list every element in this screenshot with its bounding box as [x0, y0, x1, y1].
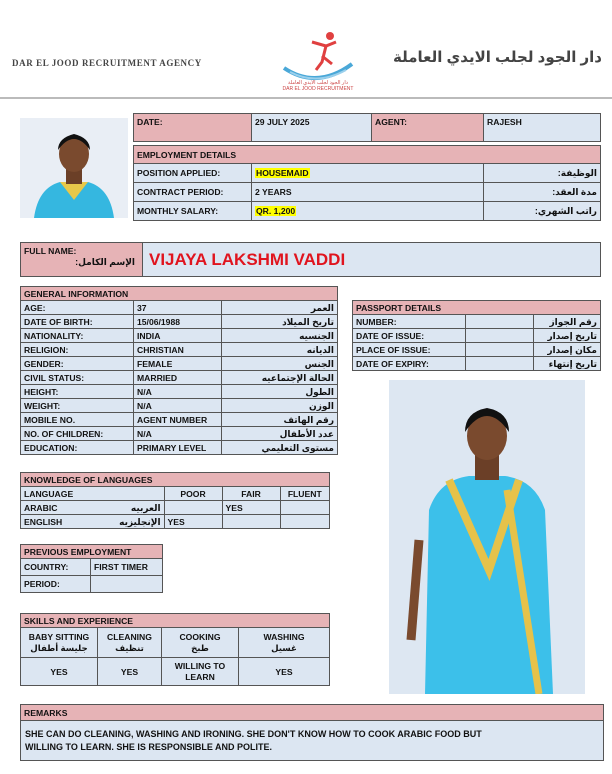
passport-number-label-ar: رقم الجواز: [534, 315, 601, 329]
general-info-title: GENERAL INFORMATION: [21, 287, 338, 301]
civil-status-label: CIVIL STATUS:: [21, 371, 134, 385]
date-agent-table: [133, 113, 601, 142]
previous-employment-table: [20, 544, 163, 593]
employment-title: EMPLOYMENT DETAILS: [134, 146, 601, 164]
children-value: N/A: [134, 427, 222, 441]
expiry-value: [466, 357, 534, 371]
dob-label: DATE OF BIRTH:: [21, 315, 134, 329]
civil-status-value: MARRIED: [134, 371, 222, 385]
agency-name-en: DAR EL JOOD RECRUITMENT AGENCY: [12, 58, 202, 68]
weight-label: WEIGHT:: [21, 399, 134, 413]
remarks-text: SHE CAN DO CLEANING, WASHING AND IRONING. SHE DON'T KNOW HOW TO COOK ARABIC FOOD BUT WILLING TO LEARN. SHE IS RESPONSIBLE AND POLITE.: [21, 721, 604, 761]
religion-label: RELIGION:: [21, 343, 134, 357]
contract-label: CONTRACT PERIOD:: [134, 183, 252, 202]
issue-date-value: [466, 329, 534, 343]
education-label: EDUCATION:: [21, 441, 134, 455]
general-info-table: [20, 286, 338, 455]
skill-washing-value: YES: [239, 658, 330, 686]
skills-title: SKILLS AND EXPERIENCE: [21, 614, 330, 628]
nationality-label: NATIONALITY:: [21, 329, 134, 343]
skill-baby-sitting-value: YES: [21, 658, 98, 686]
date-value: 29 JULY 2025: [252, 114, 372, 142]
salary-label: MONTHLY SALARY:: [134, 202, 252, 221]
skill-cleaning: CLEANING تنظيف: [98, 628, 162, 658]
skill-cooking: COOKING طبخ: [162, 628, 239, 658]
nationality-label-ar: الجنسيه: [222, 329, 338, 343]
height-value: N/A: [134, 385, 222, 399]
remarks-table: [20, 704, 604, 761]
expiry-label: DATE OF EXPIRY:: [353, 357, 466, 371]
lang-arabic-ar: العربيه: [86, 501, 165, 515]
position-label: POSITION APPLIED:: [134, 164, 252, 183]
issue-place-label-ar: مكان إصدار: [534, 343, 601, 357]
lang-english-fluent: [280, 515, 329, 529]
skills-table: [20, 613, 330, 686]
lang-arabic-fluent: [280, 501, 329, 515]
agent-value: RAJESH: [484, 114, 601, 142]
lang-header-fair: FAIR: [222, 487, 280, 501]
mobile-value: AGENT NUMBER: [134, 413, 222, 427]
dob-label-ar: تاريخ الميلاد: [222, 315, 338, 329]
age-label: AGE:: [21, 301, 134, 315]
header-divider: [0, 97, 612, 99]
country-value: FIRST TIMER: [91, 559, 163, 576]
previous-employment-title: PREVIOUS EMPLOYMENT: [21, 545, 163, 559]
skill-cooking-value: WILLING TO LEARN: [162, 658, 239, 686]
weight-label-ar: الوزن: [222, 399, 338, 413]
civil-status-label-ar: الحالة الإجتماعيه: [222, 371, 338, 385]
period-label: PERIOD:: [21, 576, 91, 593]
lang-arabic-poor: [164, 501, 222, 515]
lang-english-ar: الإنجليزيه: [86, 515, 165, 529]
passport-title: PASSPORT DETAILS: [353, 301, 601, 315]
religion-value: CHRISTIAN: [134, 343, 222, 357]
lang-english-poor: YES: [164, 515, 222, 529]
languages-title: KNOWLEDGE OF LANGUAGES: [21, 473, 330, 487]
logo-caption: دار الجود لجلب الايدي العاملة DAR EL JOOD RECRUITMENT: [282, 80, 354, 92]
lang-english-fair: [222, 515, 280, 529]
gender-label-ar: الجنس: [222, 357, 338, 371]
education-value: PRIMARY LEVEL: [134, 441, 222, 455]
lang-arabic: ARABIC: [21, 501, 86, 515]
lang-english: ENGLISH: [21, 515, 86, 529]
position-value: HOUSEMAID: [256, 168, 309, 178]
skill-baby-sitting: BABY SITTING جليسة أطفال: [21, 628, 98, 658]
skill-cleaning-value: YES: [98, 658, 162, 686]
expiry-label-ar: تاريخ إنتهاء: [534, 357, 601, 371]
employment-table: [133, 145, 601, 221]
mobile-label-ar: رقم الهاتف: [222, 413, 338, 427]
contract-label-ar: مدة العقد:: [484, 183, 601, 202]
passport-table: [352, 300, 601, 371]
lang-header-fluent: FLUENT: [280, 487, 329, 501]
full-name-value: VIJAYA LAKSHMI VADDI: [143, 243, 601, 277]
issue-place-label: PLACE OF ISSUE:: [353, 343, 466, 357]
age-label-ar: العمر: [222, 301, 338, 315]
mobile-label: MOBILE NO.: [21, 413, 134, 427]
salary-value: QR. 1,200: [256, 206, 296, 216]
issue-date-label: DATE OF ISSUE:: [353, 329, 466, 343]
dob-value: 15/06/1988: [134, 315, 222, 329]
date-label: DATE:: [134, 114, 252, 142]
lang-header-language: LANGUAGE: [21, 487, 165, 501]
children-label-ar: عدد الأطفال: [222, 427, 338, 441]
passport-number-value: [466, 315, 534, 329]
position-label-ar: الوظيفة:: [484, 164, 601, 183]
children-label: NO. OF CHILDREN:: [21, 427, 134, 441]
gender-label: GENDER:: [21, 357, 134, 371]
passport-number-label: NUMBER:: [353, 315, 466, 329]
height-label: HEIGHT:: [21, 385, 134, 399]
salary-label-ar: راتب الشهري:: [484, 202, 601, 221]
height-label-ar: الطول: [222, 385, 338, 399]
lang-header-poor: POOR: [164, 487, 222, 501]
contract-value: 2 YEARS: [252, 183, 484, 202]
full-name-label: FULL NAME: الإسم الكامل:: [21, 243, 143, 277]
period-value: [91, 576, 163, 593]
religion-label-ar: الديانه: [222, 343, 338, 357]
education-label-ar: مستوى التعليمي: [222, 441, 338, 455]
skill-washing: WASHING غسيل: [239, 628, 330, 658]
weight-value: N/A: [134, 399, 222, 413]
full-name-table: [20, 242, 601, 277]
candidate-photo-small: [20, 118, 128, 218]
languages-table: [20, 472, 330, 529]
candidate-photo-full: [389, 380, 585, 694]
lang-arabic-fair: YES: [222, 501, 280, 515]
agency-name-ar: دار الجود لجلب الايدي العاملة: [392, 49, 602, 66]
issue-date-label-ar: تاريخ إصدار: [534, 329, 601, 343]
gender-value: FEMALE: [134, 357, 222, 371]
remarks-title: REMARKS: [21, 705, 604, 721]
nationality-value: INDIA: [134, 329, 222, 343]
age-value: 37: [134, 301, 222, 315]
agent-label: AGENT:: [372, 114, 484, 142]
issue-place-value: [466, 343, 534, 357]
country-label: COUNTRY:: [21, 559, 91, 576]
